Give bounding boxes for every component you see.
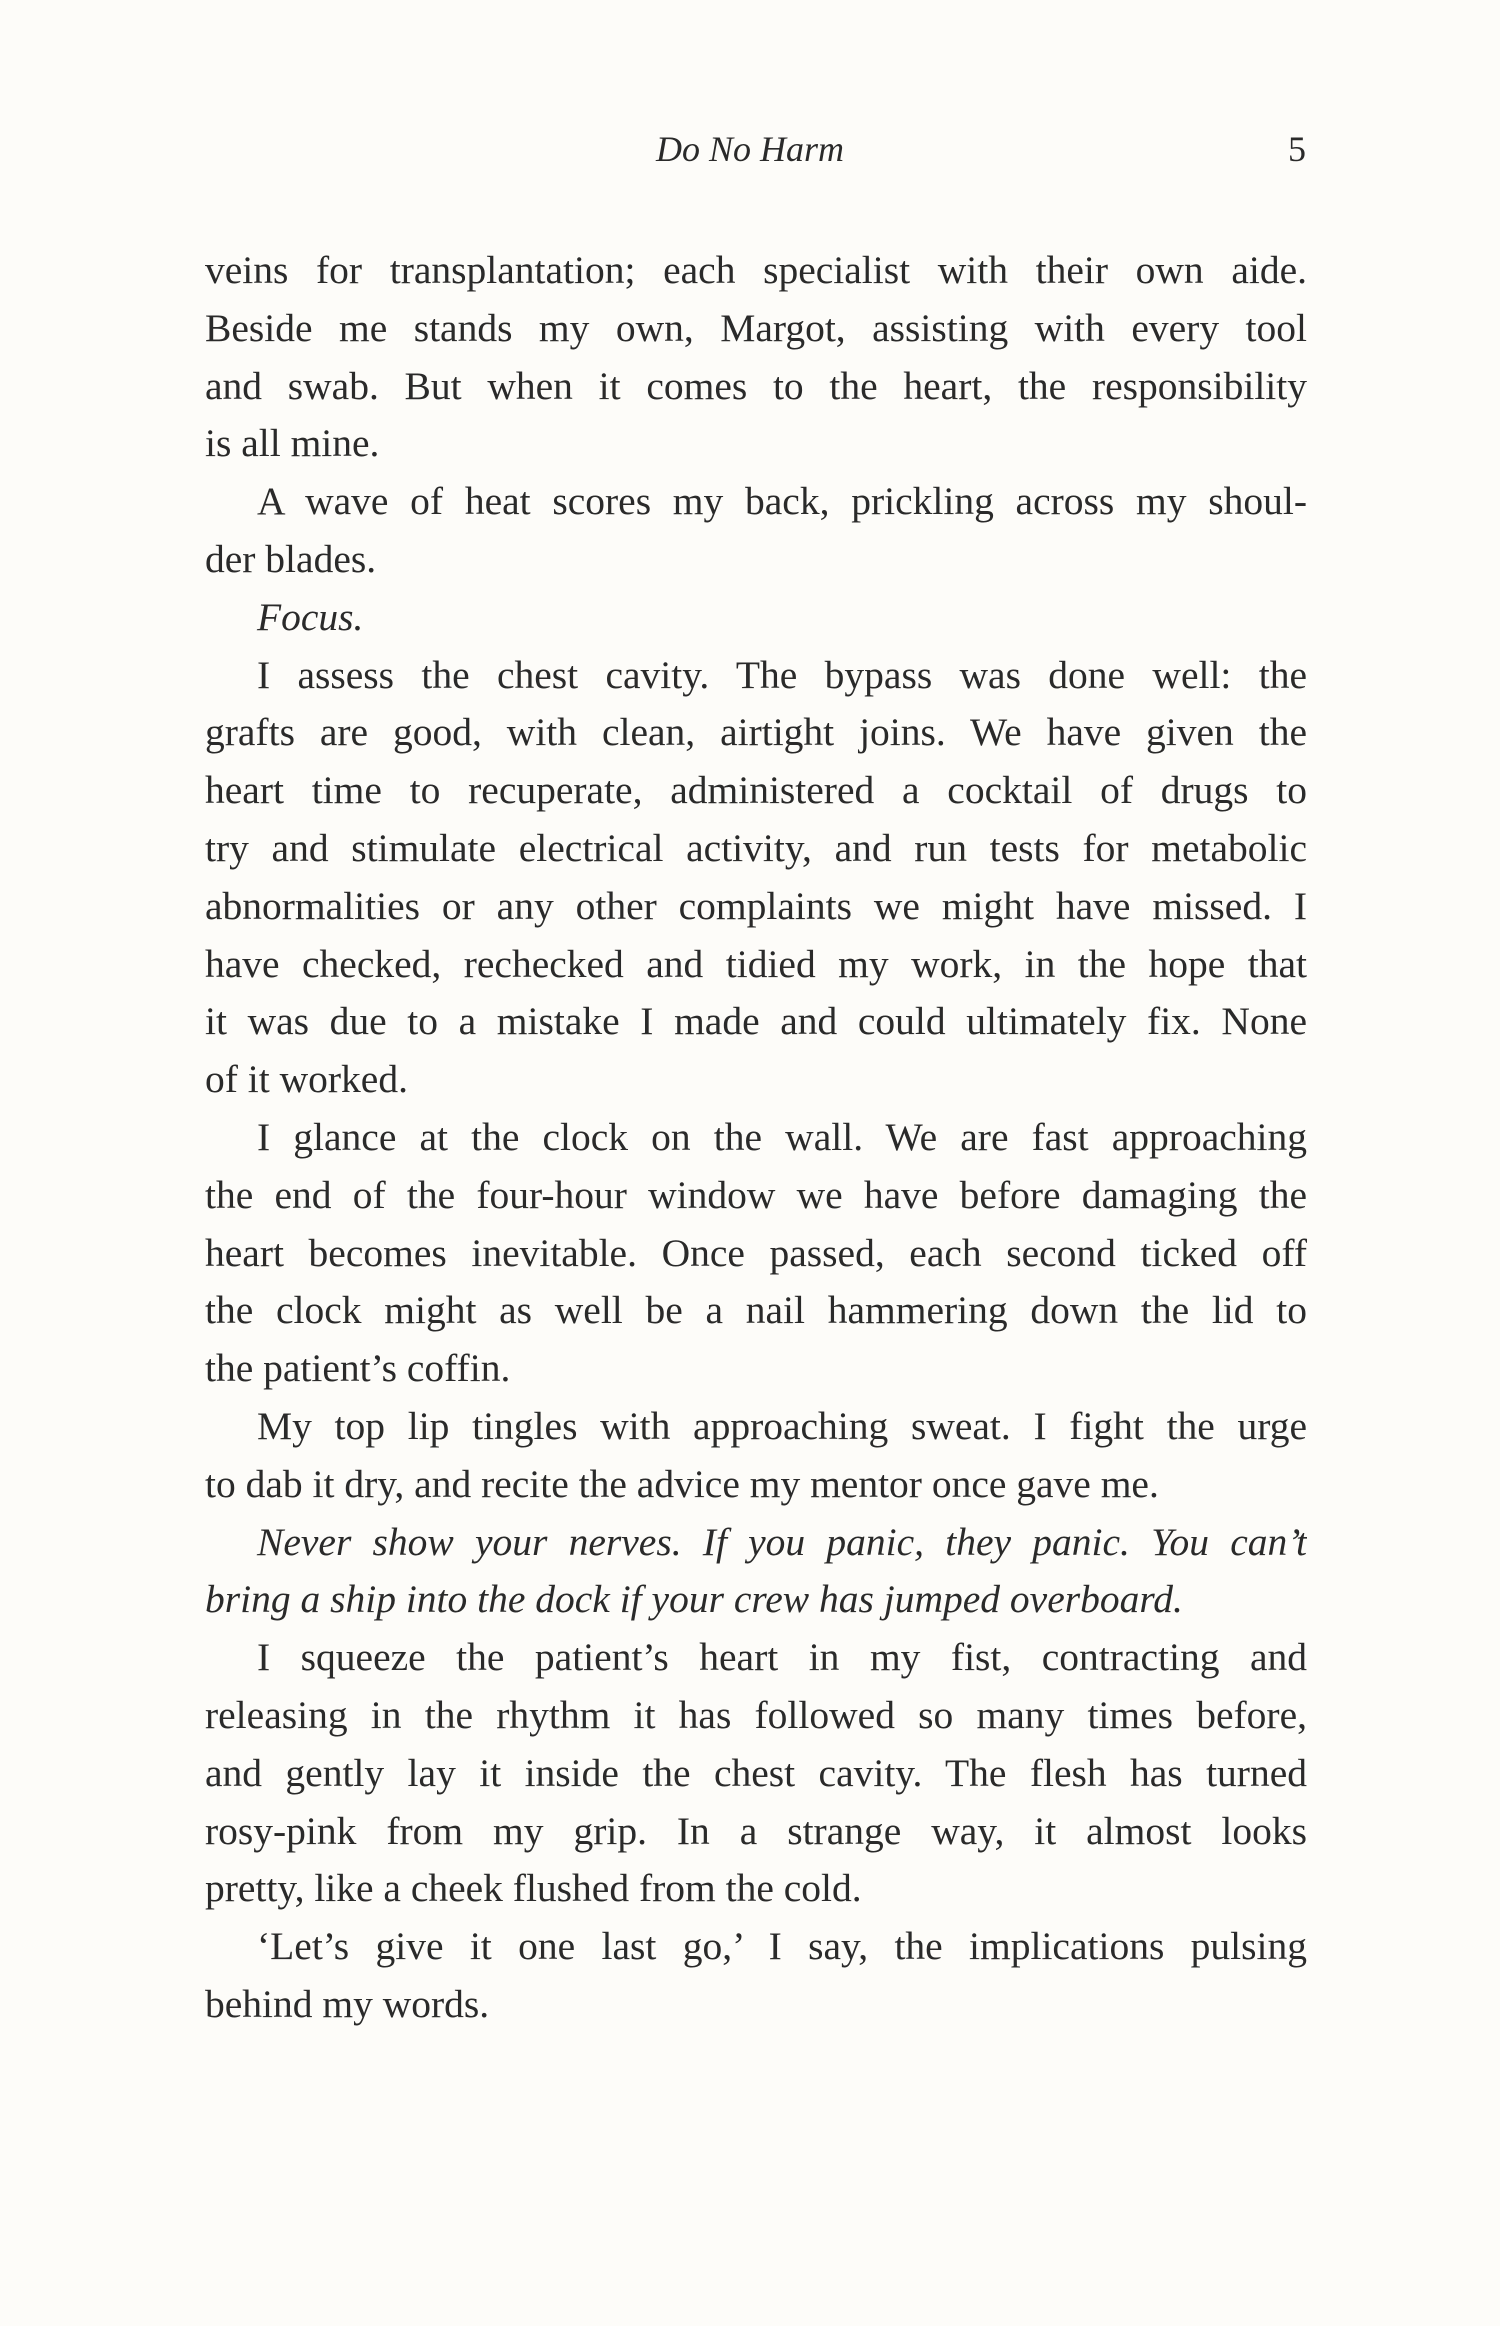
paragraph [205,1629,1307,1918]
text-line: the end of the four-hour window we have before damaging the [205,1172,1307,1217]
paragraph [205,589,1307,647]
text-line: it was due to a mistake I made and could ultimately fix. None [205,999,1307,1044]
page-number: 5 [1288,129,1306,169]
text-line: bring a ship into the dock if your crew has jumped overboard. [205,1577,1183,1622]
text-line: I glance at the clock on the wall. We are fast approaching [257,1114,1307,1159]
text-line: abnormalities or any other complaints we might have missed. I [205,883,1307,928]
body-text [205,242,1307,2034]
text-line: ‘Let’s give it one last go,’ I say, the implications pulsing [257,1924,1307,1969]
running-title: Do No Harm [655,129,844,169]
paragraph [205,1514,1307,1630]
paragraph [205,1398,1307,1514]
text-line: to dab it dry, and recite the advice my mentor once gave me. [205,1461,1159,1506]
text-line: pretty, like a cheek flushed from the cold. [205,1866,862,1911]
paragraph [205,1109,1307,1398]
text-line: Never show your nerves. If you panic, they panic. You can’t [257,1519,1307,1564]
text-line: My top lip tingles with approaching sweat. I fight the urge [257,1403,1307,1448]
paragraph [205,242,1307,473]
text-line: der blades. [205,536,377,581]
text-line: I assess the chest cavity. The bypass was done well: the [257,652,1307,697]
text-line: heart time to recuperate, administered a cocktail of drugs to [205,768,1307,813]
text-line: and gently lay it inside the chest cavity. The flesh has turned [205,1750,1307,1795]
text-line: try and stimulate electrical activity, and run tests for metabolic [205,825,1307,870]
text-line: of it worked. [205,1057,408,1102]
text-line: rosy-pink from my grip. In a strange way, it almost looks [205,1808,1307,1853]
text-line: releasing in the rhythm it has followed so many times before, [205,1692,1307,1737]
text-line: is all mine. [205,421,380,466]
text-line: the patient’s coffin. [205,1346,511,1391]
text-line: veins for transplantation; each specialist with their own aide. [205,248,1307,292]
text-line: heart becomes inevitable. Once passed, each second ticked off [205,1230,1307,1275]
paragraph [205,647,1307,1109]
text-line: grafts are good, with clean, airtight joins. We have given the [205,710,1307,755]
text-line: Focus. [257,594,364,639]
paragraph [205,1918,1307,2034]
text-line: Beside me stands my own, Margot, assisting with every tool [205,305,1307,350]
text-line: and swab. But when it comes to the heart, the responsibility [205,363,1307,408]
text-line: the clock might as well be a nail hammering down the lid to [205,1288,1307,1333]
paragraph [205,473,1307,589]
text-line: A wave of heat scores my back, prickling across my shoul- [257,479,1307,524]
text-line: have checked, rechecked and tidied my work, in the hope that [205,941,1307,986]
text-line: I squeeze the patient’s heart in my fist, contracting and [257,1635,1307,1680]
text-line: behind my words. [205,1981,490,2026]
